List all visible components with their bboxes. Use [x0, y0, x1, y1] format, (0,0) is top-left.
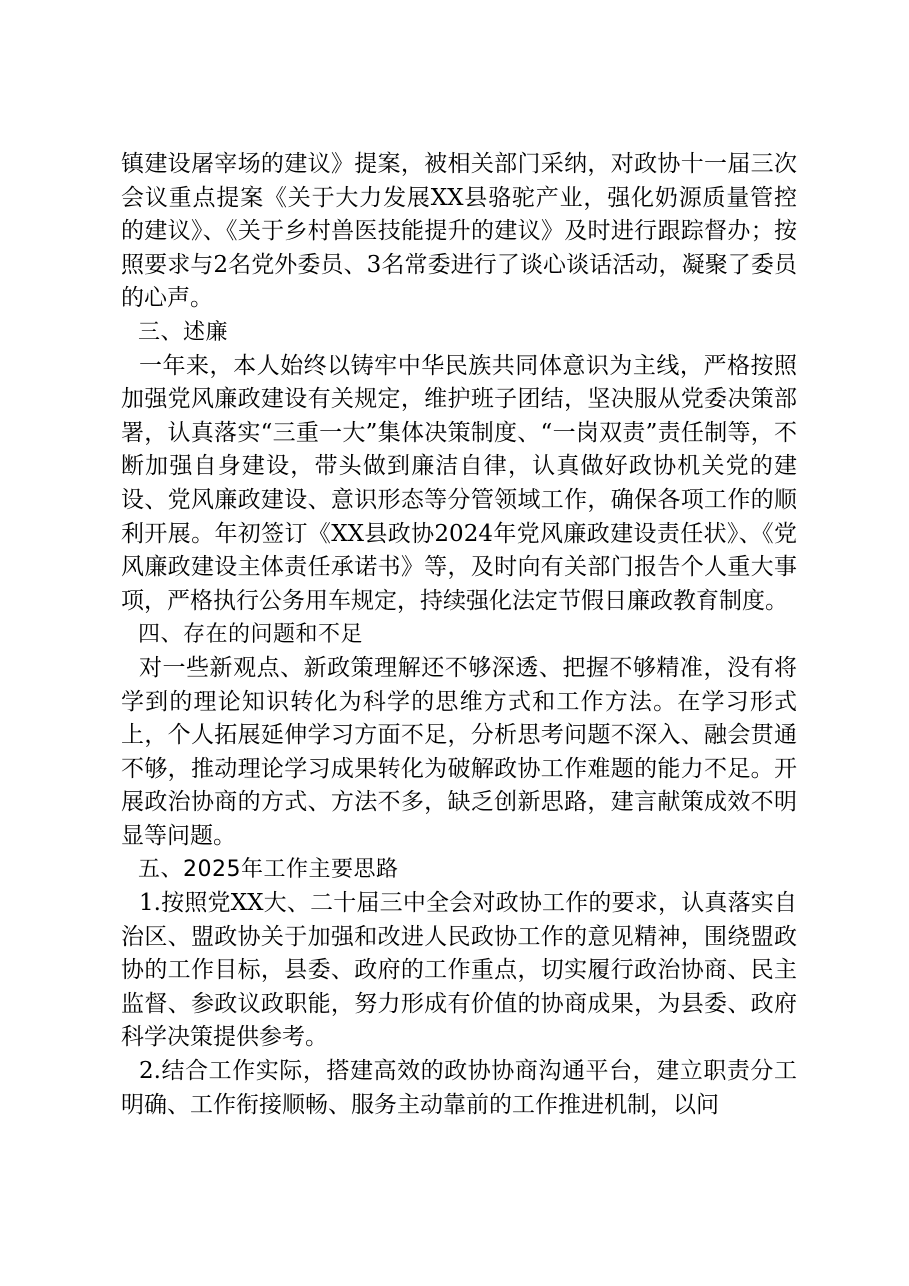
paragraph-problems: 对一些新观点、新政策理解还不够深透、把握不够精准，没有将学到的理论知识转化为科学的思维方式和工作方法。在学习形式上，个人拓展延伸学习方面不足，分析思考问题不深入、融会贯通不够，推动理论学习成果转化为破解政协工作难题的能力不足。开展政治协商的方式、方法不多，缺乏创新思路，建言献策成效不明显等问题。 — [121, 654, 797, 849]
section-heading-2025-plan: 五、2025年工作主要思路 — [138, 857, 399, 883]
section-heading-problems: 四、存在的问题和不足 — [138, 622, 364, 648]
paragraph-plan-item-2: 2.结合工作实际，搭建高效的政协协商沟通平台，建立职责分工明确、工作衔接顺畅、服务主动靠前的工作推进机制，以问 — [121, 1058, 797, 1118]
paragraph-proposal-followup: 镇建设屠宰场的建议》提案，被相关部门采纳，对政协十一届三次会议重点提案《关于大力发展XX县骆驼产业，强化奶源质量管控的建议》、《关于乡村兽医技能提升的建议》及时进行跟踪督办；按照要求与2名党外委员、3名常委进行了谈心谈话活动，凝聚了委员的心声。 — [121, 151, 797, 312]
paragraph-integrity: 一年来，本人始终以铸牢中华民族共同体意识为主线，严格按照加强党风廉政建设有关规定，维护班子团结，坚决服从党委决策部署，认真落实“三重一大”集体决策制度、“一岗双责”责任制等，不断加强自身建设，带头做到廉洁自律，认真做好政协机关党的建设、党风廉政建设、意识形态等分管领域工作，确保各项工作的顺利开展。年初签订《XX县政协2024年党风廉政建设责任状》、《党风廉政建设主体责任承诺书》等，及时向有关部门报告个人重大事项，严格执行公务用车规定，持续强化法定节假日廉政教育制度。 — [121, 352, 797, 614]
section-heading-integrity: 三、述廉 — [138, 319, 229, 345]
paragraph-plan-item-1: 1.按照党XX大、二十届三中全会对政协工作的要求，认真落实自治区、盟政协关于加强和改进人民政协工作的意见精神，围绕盟政协的工作目标，县委、政府的工作重点，切实履行政治协商、民主监督、参政议政职能，努力形成有价值的协商成果，为县委、政府科学决策提供参考。 — [121, 890, 797, 1051]
document-page — [121, 148, 797, 1122]
